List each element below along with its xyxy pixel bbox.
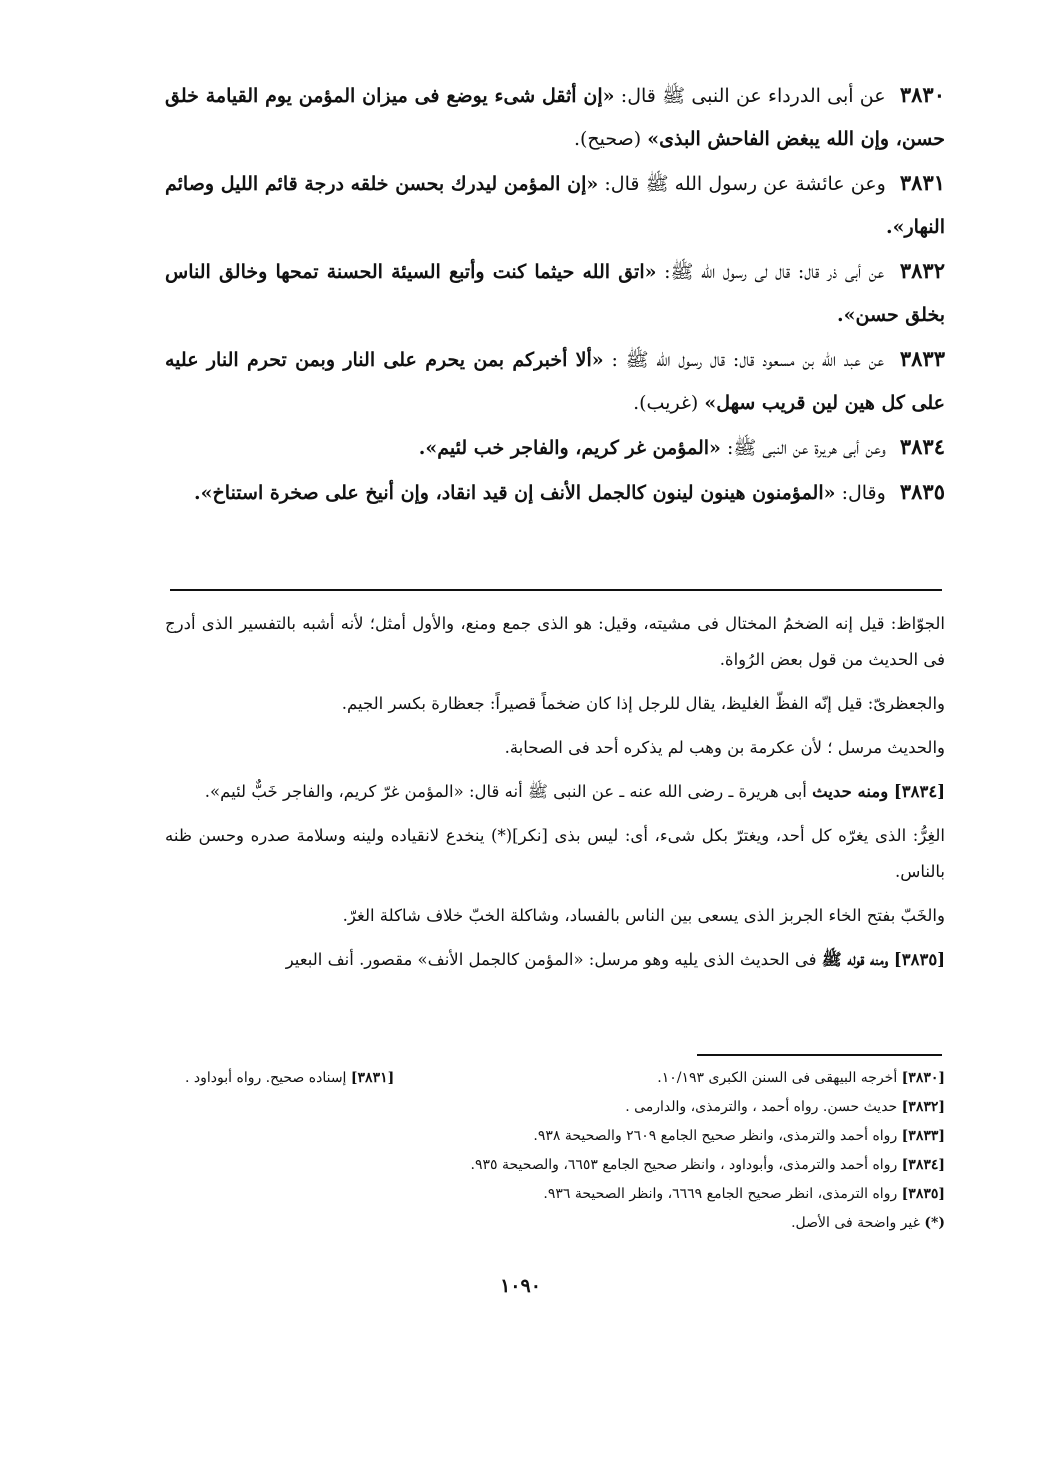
hadith-intro: عن أبى الدرداء عن النبى ﷺ قال: — [620, 85, 886, 107]
commentary-text: الجوّاظ: قيل إنه الضخمُ المختال فى مشيته، وقيل: هو الذى جمع ومنع، والأول أمثل؛ لأنه أشبه بالتفسير الذى أدرج فى الحديث من قول بعض الرُواة. — [165, 614, 945, 669]
commentary-text: أبى هريرة ـ رضى الله عنه ـ عن النبى ﷺ أنه قال: «المؤمن غرّ كريم، والفاجر خَبٌّ لئيم». — [204, 782, 807, 801]
hadith-3830 — [165, 73, 945, 161]
footnote-ref: [٣٨٣٤] — [901, 1157, 945, 1173]
footnote-3833 — [165, 1122, 945, 1151]
footnotes-section — [165, 1064, 945, 1238]
hadith-3833 — [165, 337, 945, 425]
commentary-paragraph — [165, 818, 945, 890]
commentary-paragraph — [165, 942, 945, 978]
hadith-intro: عن عبد الله بن مسعود قال: قال رسول الله ﷺ : — [611, 349, 885, 371]
commentary-paragraph — [165, 730, 945, 766]
commentary-text: والخَبّ بفتح الخاء الجربز الذى يسعى بين الناس بالفساد، وشاكلة الخبّ خلاف شاكلة الغرّ. — [342, 906, 945, 925]
commentary-paragraph — [165, 606, 945, 678]
footnote-text: غير واضحة فى الأصل. — [791, 1215, 920, 1231]
footnote-ref: (*) — [924, 1215, 945, 1231]
hadith-intro: وقال: — [841, 482, 886, 504]
footnote-row — [165, 1064, 945, 1093]
footnote-text: رواه الترمذى، انظر صحيح الجامع ٦٦٦٩، وانظر الصحيحة ٩٣٦. — [543, 1186, 898, 1202]
footnote-3832 — [165, 1093, 945, 1122]
hadith-section — [165, 73, 945, 515]
footnote-text: رواه أحمد والترمذى، وانظر صحيح الجامع ٢٦٠٩ والصحيحة ٩٣٨. — [533, 1128, 898, 1144]
commentary-section — [165, 606, 945, 986]
hadith-3831 — [165, 161, 945, 249]
footnote-ref: [٣٨٣٠] — [901, 1070, 945, 1086]
hadith-intro: وعن أبى هريرة عن النبى ﷺ: — [726, 437, 886, 459]
hadith-intro: وعن عائشة عن رسول الله ﷺ قال: — [604, 173, 886, 195]
footnote-ref: [٣٨٣١] — [350, 1070, 395, 1086]
hadith-3832 — [165, 249, 945, 337]
footnote-text: حديث حسن. رواه أحمد ، والترمذى، والدارمى . — [625, 1099, 898, 1115]
footnote-3831 — [185, 1064, 394, 1093]
footnote-ref: [٣٨٣٢] — [901, 1099, 945, 1115]
footnote-3830 — [657, 1064, 945, 1093]
footnote-text: أخرجه البيهقى فى السنن الكبرى ١٠/١٩٣. — [657, 1070, 898, 1086]
footnote-3835 — [165, 1180, 945, 1209]
footnote-asterisk — [165, 1209, 945, 1238]
commentary-text: فى الحديث الذى يليه وهو مرسل: «المؤمن كالجمل الأنف» مقصور. أنف البعير — [285, 950, 817, 969]
hadith-text: «المؤمنون هينون لينون كالجمل الأنف إن قيد انقاد، وإن أنيخ على صخرة استناخ». — [194, 482, 836, 504]
hadith-number: ٣٨٣٤ — [899, 434, 945, 459]
hadith-3835 — [165, 470, 945, 515]
footnote-divider — [697, 1054, 942, 1056]
hadith-text: «ألا أخبركم بمن يحرم على النار وبمن تحرم النار عليه على كل هين لين قريب سهل» — [165, 349, 945, 414]
hadith-number: ٣٨٣٥ — [899, 479, 945, 504]
hadith-grade: (غريب). — [633, 392, 699, 414]
commentary-paragraph — [165, 774, 945, 810]
hadith-number: ٣٨٣١ — [899, 170, 946, 195]
commentary-text: والحديث مرسل ؛ لأن عكرمة بن وهب لم يذكره أحد فى الصحابة. — [504, 738, 945, 757]
hadith-text: «اتق الله حيثما كنت وأتبع السيئة الحسنة تمحها وخالق الناس بخلق حسن». — [165, 261, 945, 326]
footnote-ref: [٣٨٣٣] — [901, 1128, 945, 1144]
footnote-text: رواه أحمد والترمذى، وأبوداود ، وانظر صحيح الجامع ٦٦٥٣، والصحيحة ٩٣٥. — [470, 1157, 898, 1173]
hadith-text: «إن المؤمن ليدرك بحسن خلقه درجة قائم الليل وصائم النهار». — [165, 173, 945, 238]
commentary-text: والجعظرىّ: قيل إنّه الفظّ الغليظ، يقال للرجل إذا كان ضخماً قصيراً: جعظارة بكسر الجيم. — [341, 694, 945, 713]
commentary-paragraph — [165, 898, 945, 934]
footnote-ref: [٣٨٣٥] — [901, 1186, 945, 1202]
hadith-number: ٣٨٣٣ — [899, 346, 945, 371]
hadith-text: «المؤمن غر كريم، والفاجر خب لئيم». — [418, 437, 721, 459]
commentary-lead: [٣٨٣٥] ومنه قوله ﷺ — [821, 950, 945, 969]
section-divider — [170, 589, 942, 591]
footnote-text: إسناده صحيح. رواه أبوداود . — [185, 1070, 347, 1086]
page-number: ١٠٩٠ — [500, 1275, 541, 1297]
commentary-paragraph — [165, 686, 945, 722]
hadith-grade: (صحيح). — [573, 128, 642, 150]
footnote-3834 — [165, 1151, 945, 1180]
hadith-number: ٣٨٣٠ — [899, 82, 945, 107]
hadith-text: «إن أثقل شىء يوضع فى ميزان المؤمن يوم القيامة خلق حسن، وإن الله يبغض الفاحش البذى» — [165, 85, 945, 150]
commentary-lead: [٣٨٣٤] ومنه حديث — [812, 782, 945, 801]
hadith-3834 — [165, 425, 945, 470]
hadith-intro: عن أبى ذر قال: قال لى رسول الله ﷺ: — [664, 261, 885, 283]
hadith-number: ٣٨٣٢ — [899, 258, 945, 283]
commentary-text: الغِرُّ: الذى يغرّه كل أحد، ويغترّ بكل شىء، أى: ليس بذى [نكر](*) ينخدع لانقياده ولينه وسلامة صدره وحسن ظنه بالناس. — [165, 826, 945, 881]
